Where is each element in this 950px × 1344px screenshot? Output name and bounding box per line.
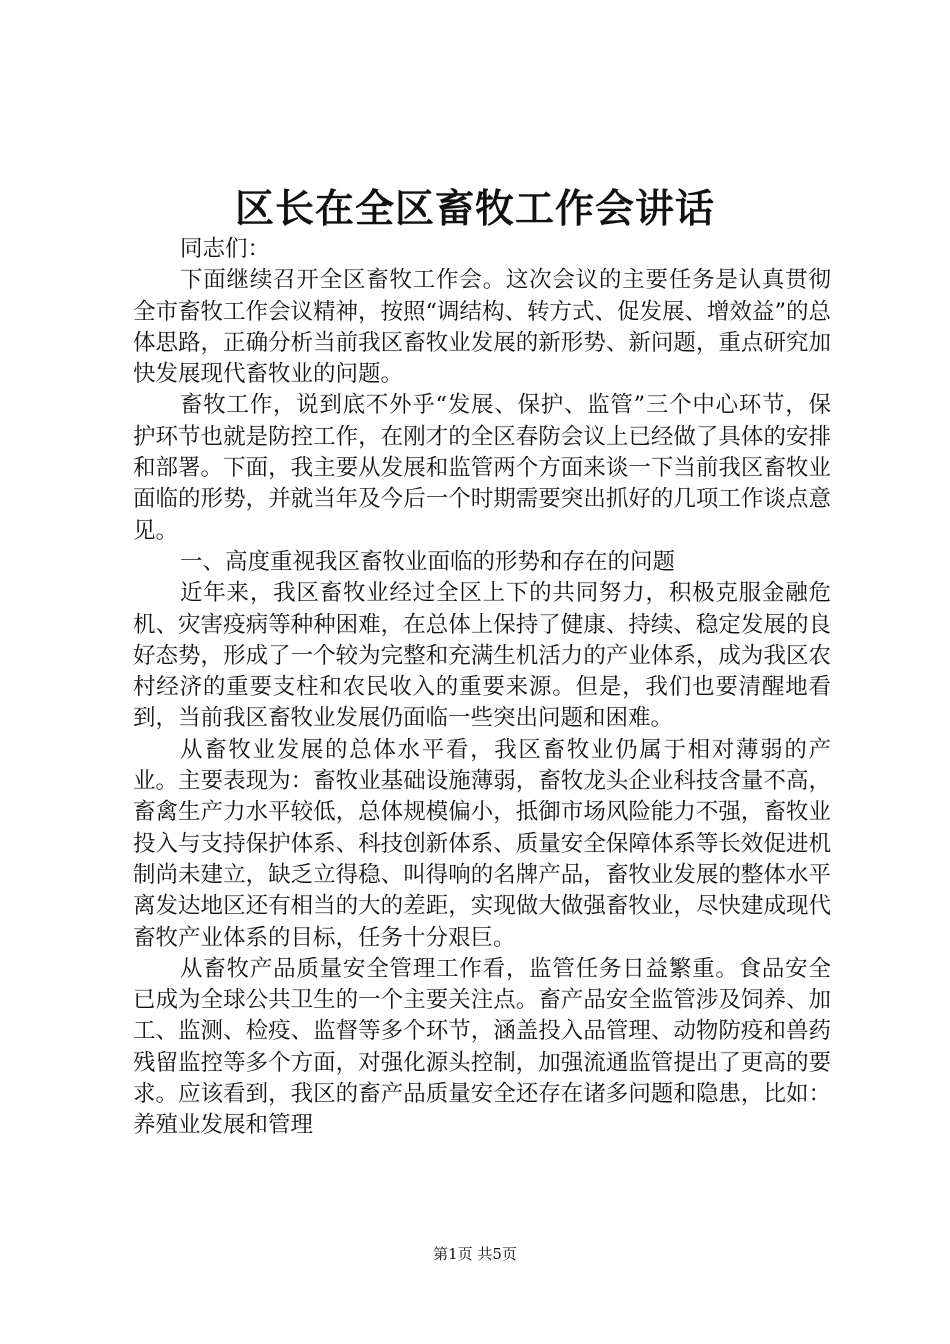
document-title: 区长在全区畜牧工作会讲话	[234, 186, 715, 232]
section-heading: 一、高度重视我区畜牧业面临的形势和存在的问题	[180, 548, 676, 575]
body-paragraph-overview: 畜牧工作，说到底不外乎“发展、保护、监管”三个中心环节，保护环节也就是防控工作，在刚才的全区春防会议上已经做了具体的安排和部署。下面，我主要从发展和监管两个方面来谈一下当前我区畜牧业面临的形势，并就当年及今后一个时期需要突出抓好的几项工作谈点意见。	[133, 392, 831, 544]
document-body	[133, 234, 831, 1142]
body-paragraph-recent-years: 近年来，我区畜牧业经过全区上下的共同努力，积极克服金融危机、灾害疫病等种种困难，在总体上保持了健康、持续、稳定发展的良好态势，形成了一个较为完整和充满生机活力的产业体系，成为我区农村经济的重要支柱和农民收入的重要来源。但是，我们也要清醒地看到，当前我区畜牧业发展仍面临一些突出问题和困难。	[133, 580, 831, 732]
salutation-paragraph: 同志们：	[180, 236, 271, 262]
body-paragraph-quality-safety: 从畜牧产品质量安全管理工作看，监管任务日益繁重。食品安全已成为全球公共卫生的一个主要关注点。畜产品安全监管涉及饲养、加工、监测、检疫、监督等多个环节，涵盖投入品管理、动物防疫和兽药残留监控等多个方面，对强化源头控制，加强流通监管提出了更高的要求。应该看到，我区的畜产品质量安全还存在诸多问题和隐患，比如：养殖业发展和管理	[133, 955, 831, 1139]
page-footer: 第1页 共5页	[433, 1245, 517, 1263]
body-paragraph-intro: 下面继续召开全区畜牧工作会。这次会议的主要任务是认真贯彻全市畜牧工作会议精神，按照“调结构、转方式、促发展、增效益”的总体思路，正确分析当前我区畜牧业发展的新形势、新问题，重点研究加快发展现代畜牧业的问题。	[133, 267, 832, 388]
body-paragraph-overall-level: 从畜牧业发展的总体水平看，我区畜牧业仍属于相对薄弱的产业。主要表现为：畜牧业基础设施薄弱，畜牧龙头企业科技含量不高，畜禽生产力水平较低，总体规模偏小，抵御市场风险能力不强，畜牧业投入与支持保护体系、科技创新体系、质量安全保障体系等长效促进机制尚未建立，缺乏立得稳、叫得响的名牌产品，畜牧业发展的整体水平离发达地区还有相当的大的差距，实现做大做强畜牧业，尽快建成现代畜牧产业体系的目标，任务十分艰巨。	[133, 736, 831, 951]
